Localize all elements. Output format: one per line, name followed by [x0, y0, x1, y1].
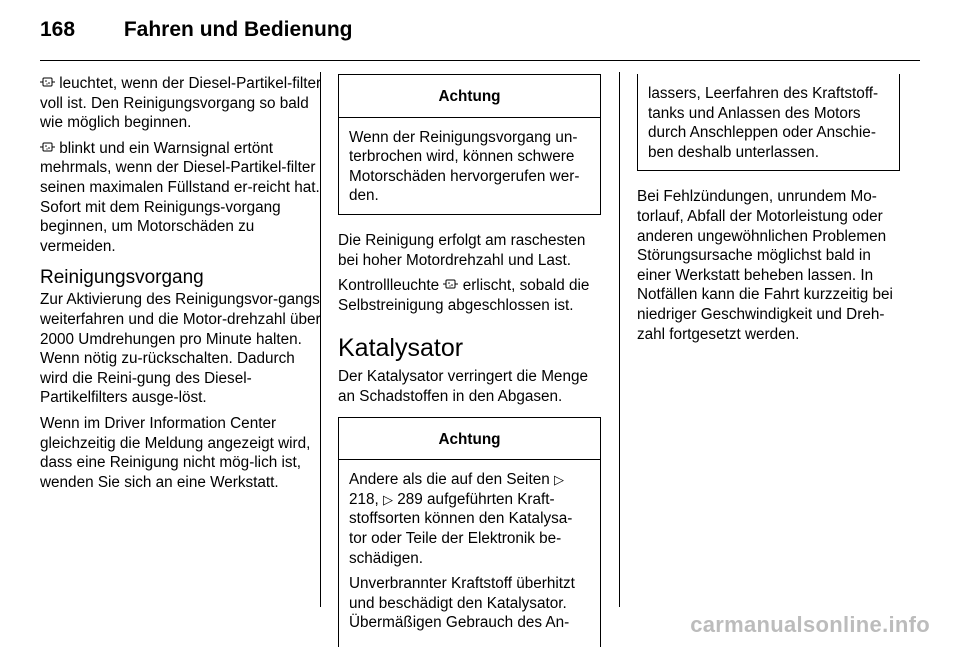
page-reference-arrow-icon: ▷: [383, 491, 394, 507]
warning-body: lassers, Leerfahren des Kraftstoff-tanks und Anlassen des Motors durch Anschleppen oder Anschie-ben deshalb unterlassen.: [648, 85, 879, 161]
paragraph: Bei Fehlzündungen, unrundem Mo-torlauf, Abfall der Motorleistung oder anderen ungewöhnlichen Problemen Störungsursache möglichst bald in einer Werkstatt beheben lassen. In Notfällen kann die Fahrt kurzzeitig bei niedriger Geschwindigkeit und Dreh-zahl fortgesetzt werden.: [637, 188, 893, 343]
paragraph: Der Katalysator verringert die Menge an Schadstoffen in den Abgasen.: [338, 368, 588, 405]
header-rule: [40, 60, 920, 61]
warning-box: [338, 417, 601, 647]
paragraph: blinkt und ein Warnsignal ertönt mehrmals, wenn der Diesel-Partikel-filter seinen maximalen Füllstand er-reicht hat. Sofort mit dem Reinigungs-vorgang beginnen, um Motorschäden zu vermeiden.: [40, 139, 320, 255]
diesel-particle-filter-icon: [40, 74, 55, 94]
diesel-particle-filter-icon: [40, 139, 55, 159]
paragraph: Zur Aktivierung des Reinigungsvor-gangs weiterfahren und die Motor-drehzahl über 2000 Umdrehungen pro Minute halten. Wenn nötig zu-rückschalten. Dadurch wird die Reini-gung des Diesel-Partikelfilters ausge-löst.: [40, 291, 321, 407]
warning-body: Wenn der Reinigungsvorgang un-terbrochen wird, können schwere Motorschäden hervorgerufen wer-den.: [349, 128, 580, 205]
section-heading: Reinigungsvorgang: [40, 267, 204, 289]
page-reference-arrow-icon: ▷: [553, 472, 564, 488]
page-number: 168: [40, 18, 76, 41]
warning-title: Achtung: [339, 75, 600, 118]
column-divider: [619, 72, 620, 607]
paragraph: Die Reinigung erfolgt am raschesten bei hoher Motordrehzahl und Last.: [338, 231, 586, 269]
warning-box-continued: [637, 74, 900, 171]
paragraph: Wenn im Driver Information Center gleichzeitig die Meldung angezeigt wird, dass eine Reinigung nicht mög-lich ist, wenden Sie sich an eine Werkstatt.: [40, 414, 311, 491]
column-1: [40, 74, 325, 498]
warning-title: Achtung: [339, 418, 600, 461]
paragraph: leuchtet, wenn der Diesel-Partikel-filter voll ist. Den Reinigungsvorgang so bald wie möglich beginnen.: [40, 75, 322, 132]
chapter-title: Fahren und Bedienung: [123, 18, 353, 41]
warning-body: Andere als die auf den Seiten ▷ 218, ▷ 289 aufgeführten Kraft-stoffsorten können den Katalysa-tor oder Teile der Elektronik be-schädigen. Unverbrannter Kraftstoff überhitzt und beschädigt den Katalysator. Übermäßigen Gebrauch des An-: [349, 471, 575, 632]
page-header: [40, 18, 353, 42]
diesel-particle-filter-icon: [443, 276, 458, 296]
column-2: [338, 74, 601, 663]
warning-box: [338, 74, 601, 215]
column-3: [637, 74, 900, 350]
watermark: carmanualsonline.info: [690, 612, 930, 637]
paragraph: Kontrollleuchte erlischt, sobald die Selbstreinigung abgeschlossen ist.: [338, 277, 590, 314]
section-heading: Katalysator: [338, 334, 464, 363]
